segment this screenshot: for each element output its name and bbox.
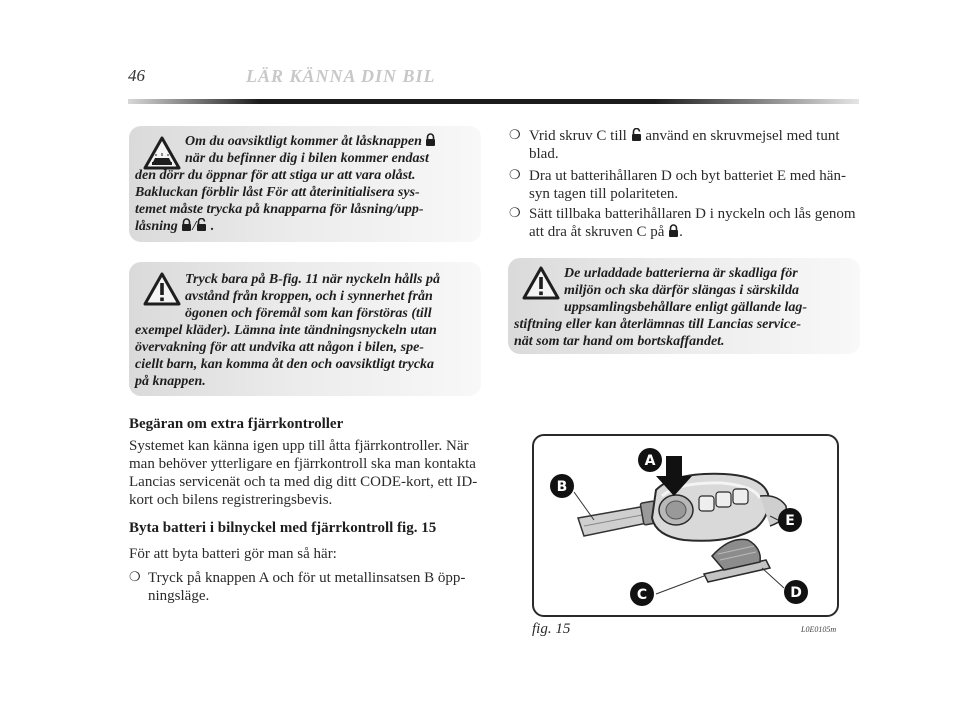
heading-extra-remotes: Begäran om extra fjärrkontroller (129, 416, 344, 432)
bullet-circle-icon: ❍ (509, 168, 521, 183)
bullet-circle-icon: ❍ (509, 206, 521, 221)
bullet-circle-icon: ❍ (509, 128, 521, 143)
label-b-icon (550, 474, 574, 498)
warning-3-line-4: stiftning eller kan återlämnas till Lancias service- (514, 317, 801, 332)
key-battery-diagram (534, 436, 837, 615)
header-rule (128, 99, 859, 104)
label-d: D (790, 585, 802, 601)
bullet-line: syn tagen till polariteten. (529, 186, 679, 202)
heading-battery-change: Byta batteri i bilnyckel med fjärrkontroll fig. 15 (129, 520, 437, 536)
warning-box-lock-button (129, 126, 481, 242)
bullet-circle-icon: ❍ (129, 570, 141, 585)
figure-caption: fig. 15 (532, 621, 571, 637)
figure-code: L0E0105m (801, 625, 837, 634)
label-d-icon (784, 580, 808, 604)
label-c-icon (630, 582, 654, 606)
warning-3-line-3: uppsamlingsbehållare enligt gällande lag- (564, 300, 808, 315)
paragraph-line: Lancias servicenät och ta med dig ditt CODE-kort, ett ID- (129, 474, 478, 490)
warning-2-line-5: övervakning för att undvika att någon i bilen, spe- (135, 340, 424, 355)
warning-3-line-5: nät som tar hand om bortskaffandet. (514, 334, 725, 349)
warning-1-line-6: låsning (135, 219, 178, 234)
warning-1-end: . (210, 219, 215, 234)
bullet-text: Vrid skruv C till (529, 128, 627, 144)
warning-3-line-2: miljön och ska därför slängas i särskilda (564, 283, 799, 298)
bullet-line: ningsläge. (148, 588, 210, 604)
padlock-closed-icon (181, 218, 192, 231)
warning-2-line-6: ciellt barn, kan komma åt den och oavsiktligt trycka (135, 357, 435, 372)
intro-text: För att byta batteri gör man så här: (129, 546, 337, 562)
warning-2-line-1: Tryck bara på B-fig. 11 när nyckeln hålls på (185, 272, 440, 287)
warning-triangle-icon (143, 272, 181, 306)
paragraph-line: man behöver ytterligare en fjärrkontroll ska man kontakta (129, 456, 476, 472)
label-a-icon (638, 448, 662, 472)
padlock-closed-icon (425, 133, 436, 146)
bullet-line: Dra ut batterihållaren D och byt batteriet E med hän- (529, 168, 846, 184)
bullet-line: blad. (529, 146, 559, 162)
bullet-text: att dra åt skruven C på (529, 224, 665, 240)
figure-15-illustration (532, 434, 839, 617)
bullet-line: Tryck på knappen A och för ut metallinsatsen B öpp- (148, 570, 466, 586)
warning-2-line-2: avstånd från kroppen, och i synnerhet från (185, 289, 433, 304)
warning-1-line-1: Om du oavsiktligt kommer åt låsknappen (185, 134, 422, 149)
paragraph-line: Systemet kan känna igen upp till åtta fjärrkontroller. När (129, 438, 469, 454)
lock-unlock-separator: / (192, 219, 197, 234)
padlock-closed-icon (668, 224, 679, 237)
padlock-open-icon (196, 218, 207, 231)
warning-2-line-3: ögonen och föremål som kan förstöras (till (185, 306, 432, 321)
bullet-line: Sätt tillbaka batterihållaren D i nyckeln och lås genom (529, 206, 856, 222)
warning-1-line-2: när du befinner dig i bilen kommer endast (185, 151, 429, 166)
warning-triangle-icon (522, 266, 560, 300)
bullet-text: . (679, 224, 683, 240)
label-e-icon (778, 508, 802, 532)
label-e: E (785, 513, 795, 529)
warning-2-line-7: på knappen. (135, 374, 206, 389)
warning-1-line-5: temet måste trycka på knapparna för låsning/upp- (135, 202, 424, 217)
metal-insert-icon (578, 501, 658, 536)
paragraph-line: kort och bilens registreringsbevis. (129, 492, 333, 508)
warning-triangle-icon (143, 136, 181, 170)
warning-box-key-button (129, 262, 481, 396)
running-head: LÄR KÄNNA DIN BIL (246, 66, 436, 86)
warning-3-line-1: De urladdade batterierna är skadliga för (564, 266, 798, 281)
bullet-text: använd en skruvmejsel med tunt (645, 128, 840, 144)
label-a: A (644, 453, 656, 469)
page-number: 46 (128, 66, 145, 85)
battery-holder-icon (704, 539, 770, 582)
padlock-open-icon (631, 128, 642, 141)
label-b: B (556, 479, 568, 495)
warning-1-line-4: Bakluckan förblir låst För att återinitialisera sys- (135, 185, 420, 200)
label-c: C (636, 587, 648, 603)
warning-2-line-4: exempel kläder). Lämna inte tändningsnyckeln utan (135, 323, 437, 338)
warning-box-batteries (508, 258, 860, 354)
warning-1-line-3: den dörr du öppnar för att stiga ur att vara olåst. (135, 168, 416, 183)
